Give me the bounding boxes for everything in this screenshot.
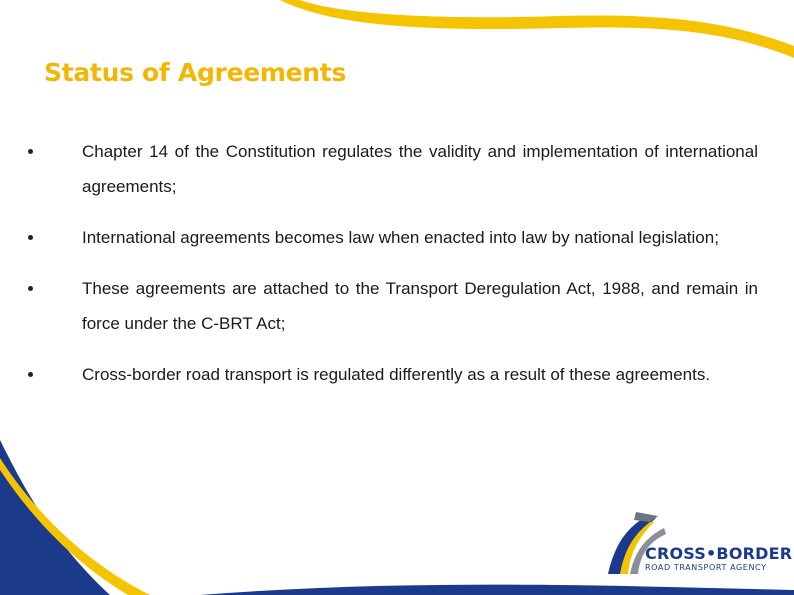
page-title: Status of Agreements [44, 58, 347, 87]
logo-subtitle: ROAD TRANSPORT AGENCY [645, 563, 767, 572]
bullet-dot [28, 235, 33, 240]
bullet-dot [28, 149, 33, 154]
logo-name: CROSS•BORDER [645, 544, 793, 563]
bullet-list [28, 134, 758, 408]
bullet-item [28, 134, 758, 204]
bottom-right-blue-band [200, 585, 794, 595]
bottom-left-blue-swoosh [0, 440, 110, 595]
bullet-text: Cross-border road transport is regulated differently as a result of these agreements. [82, 365, 711, 384]
bullet-dot [28, 372, 33, 377]
bullet-item [28, 220, 758, 255]
bullet-dot [28, 286, 33, 291]
bullet-item [28, 271, 758, 341]
top-yellow-swoosh [280, 0, 794, 58]
bullet-text: Chapter 14 of the Constitution regulates the validity and implementation of international agreements; [82, 142, 758, 196]
bullet-item [28, 357, 758, 392]
bullet-text: International agreements becomes law when enacted into law by national legislation; [82, 228, 719, 247]
bullet-text: These agreements are attached to the Transport Deregulation Act, 1988, and remain in force under the C-BRT Act; [82, 279, 758, 333]
